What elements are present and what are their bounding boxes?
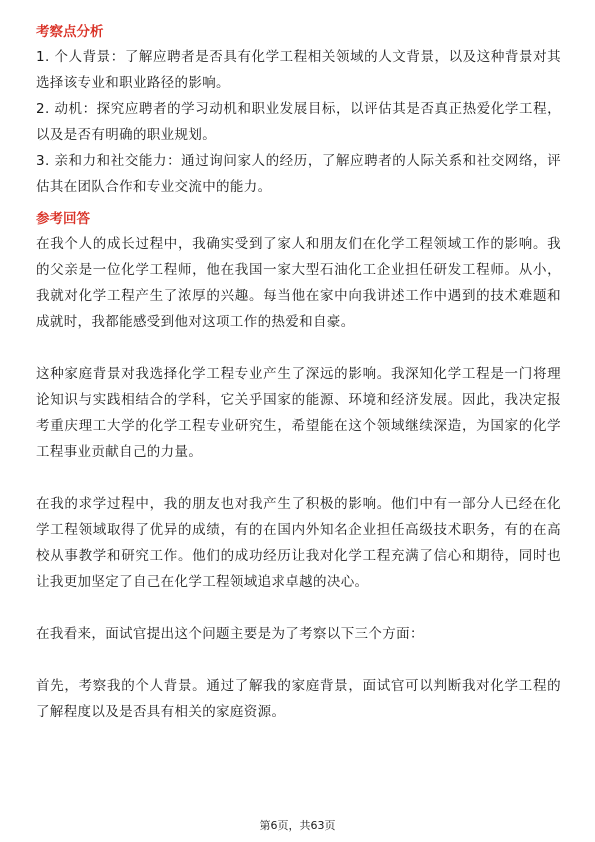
answer-body [36, 231, 561, 725]
answer-paragraph-1: 在我个人的成长过程中，我确实受到了家人和朋友们在化学工程领域工作的影响。我的父亲是一位化学工程师，他在我国一家大型石油化工企业担任研发工程师。从小，我就对化学工程产生了浓厚的兴趣。每当他在家中向我讲述工作中遇到的技术难题和成就时，我都能感受到他对这项工作的热爱和自豪。 [36, 236, 561, 330]
answer-paragraph-5: 首先，考察我的个人背景。通过了解我的家庭背景，面试官可以判断我对化学工程的了解程度以及是否具有相关的家庭资源。 [36, 678, 561, 720]
paragraph-spacer [36, 465, 561, 491]
answer-paragraph-4: 在我看来，面试官提出这个问题主要是为了考察以下三个方面： [36, 626, 424, 642]
answer-paragraph-2: 这种家庭背景对我选择化学工程专业产生了深远的影响。我深知化学工程是一门将理论知识与实践相结合的学科，它关乎国家的能源、环境和经济发展。因此，我决定报考重庆理工大学的化学工程专业研究生，希望能在这个领域继续深造，为国家的化学工程事业贡献自己的力量。 [36, 366, 561, 460]
paragraph-spacer [36, 595, 561, 621]
paragraph-spacer [36, 647, 561, 673]
analysis-heading: 考察点分析 [36, 24, 104, 40]
answer-paragraph-3: 在我的求学过程中，我的朋友也对我产生了积极的影响。他们中有一部分人已经在化学工程领域取得了优异的成绩，有的在国内外知名企业担任高级技术职务，有的在高校从事教学和研究工作。他们的成功经历让我对化学工程充满了信心和期待，同时也让我更加坚定了自己在化学工程领域追求卓越的决心。 [36, 496, 561, 590]
analysis-item-2: 2. 动机：探究应聘者的学习动机和职业发展目标，以评估其是否真正热爱化学工程，以及是否有明确的职业规划。 [36, 101, 561, 143]
paragraph-spacer [36, 335, 561, 361]
analysis-item-1: 1. 个人背景：了解应聘者是否具有化学工程相关领域的人文背景，以及这种背景对其选择该专业和职业路径的影响。 [36, 49, 561, 91]
page-number: 第6页，共63页 [259, 819, 336, 832]
page-content [36, 22, 561, 725]
analysis-item-3: 3. 亲和力和社交能力：通过询问家人的经历，了解应聘者的人际关系和社交网络，评估其在团队合作和专业交流中的能力。 [36, 153, 561, 195]
answer-heading: 参考回答 [36, 211, 90, 227]
analysis-list [36, 44, 561, 200]
